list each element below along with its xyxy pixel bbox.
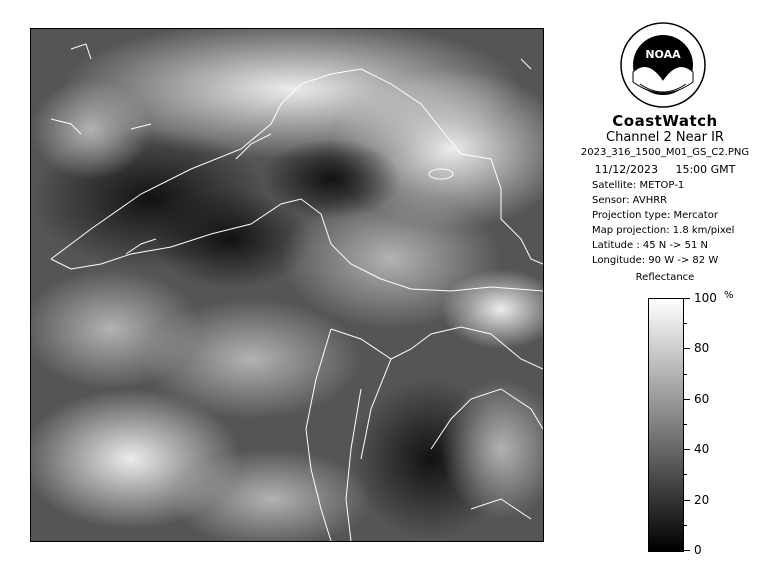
colorbar-tick-label: 80 <box>694 341 710 356</box>
map-projection-label: Map projection: 1.8 km/pixel <box>592 225 735 236</box>
colorbar-tick <box>684 474 687 475</box>
noaa-logo <box>620 22 706 108</box>
colorbar-tick-label: 60 <box>694 391 710 406</box>
legend-panel <box>560 18 770 563</box>
datetime-label: 11/12/2023 15:00 GMT <box>594 163 736 176</box>
colorbar-tick <box>684 323 687 324</box>
colorbar-tick-label: 20 <box>694 492 710 507</box>
colorbar-tick <box>684 348 690 349</box>
colorbar <box>648 298 684 552</box>
colorbar-tick <box>684 550 690 551</box>
colorbar-unit: % <box>724 290 734 301</box>
colorbar-ticks <box>684 291 764 557</box>
filename-label: 2023_316_1500_M01_GS_C2.PNG <box>580 147 750 158</box>
channel-label: Channel 2 Near IR <box>606 130 724 145</box>
colorbar-title: Reflectance <box>635 272 695 283</box>
colorbar-tick <box>684 374 687 375</box>
map-image <box>31 29 543 541</box>
colorbar-tick <box>684 525 687 526</box>
satellite-label: Satellite: METOP-1 <box>592 180 685 191</box>
satellite-map <box>30 28 544 542</box>
colorbar-tick-label: 100 <box>694 291 717 305</box>
colorbar-tick <box>684 424 687 425</box>
sensor-label: Sensor: AVHRR <box>592 195 668 206</box>
colorbar-tick-label: 40 <box>694 442 710 457</box>
colorbar-tick <box>684 449 690 450</box>
brand-title: CoastWatch <box>612 112 718 130</box>
colorbar-tick <box>684 500 690 501</box>
latitude-label: Latitude : 45 N -> 51 N <box>592 240 708 251</box>
colorbar-tick <box>684 298 690 299</box>
colorbar-tick-label: 0 <box>694 543 702 557</box>
logo-text: NOAA <box>645 48 681 61</box>
colorbar-tick <box>684 399 690 400</box>
projection-type-label: Projection type: Mercator <box>592 210 718 221</box>
longitude-label: Longitude: 90 W -> 82 W <box>592 255 719 266</box>
